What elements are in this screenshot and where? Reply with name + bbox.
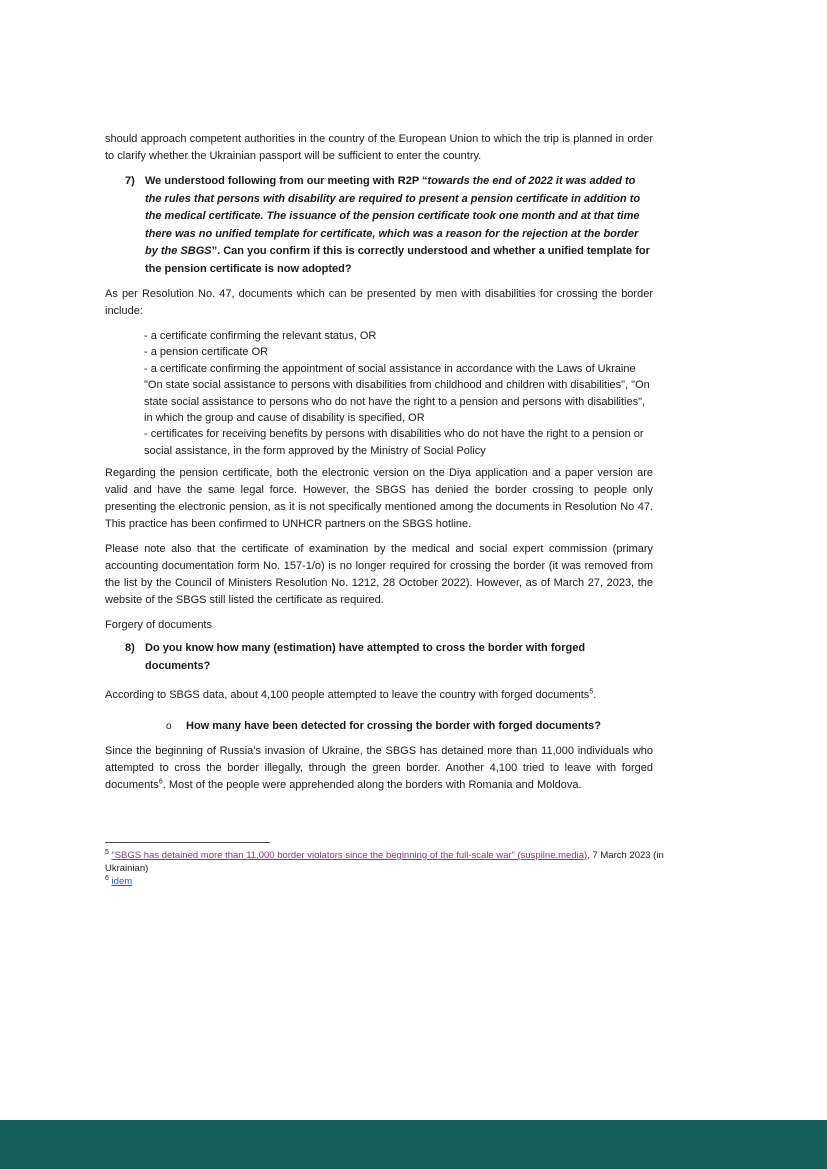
pension-paragraph: Regarding the pension certificate, both the electronic version on the Diya application and a paper version are valid and have the same legal force. However, the SBGS has denied the border crossing to people only presenting the electronic pension, as it is not specifically mentioned among the documents in Resolution No 47. This practice has been confirmed to UNHCR partners on the SBGS hotline. [105, 467, 653, 531]
question-8-answer [105, 687, 653, 704]
footnote-5-number: 5 [105, 848, 109, 856]
footnote-6 [105, 875, 665, 888]
sub-question-text: How many have been detected for crossing the border with forged documents? [186, 720, 602, 733]
footnote-5-link[interactable]: “SBGS has detained more than 11,000 border violators since the beginning of the full-scale war” (suspilne.media) [111, 850, 588, 861]
answer-text: According to SBGS data, about 4,100 people attempted to leave the country with forged documents [105, 689, 590, 702]
section-heading-forgery: Forgery of documents [105, 619, 212, 632]
footnote-6-number: 6 [105, 874, 109, 882]
question-8 [105, 640, 653, 675]
detected-text: Since the beginning of Russia’s invasion of Ukraine, the SBGS has detained more than 11,000 individuals who attempted to cross the border illegally, through the green border. Another 4,100 tried to leave with forged documents [105, 745, 653, 792]
resolution-intro: As per Resolution No. 47, documents which can be presented by men with disabilities for crossing the border include: [105, 288, 653, 317]
document-body [105, 131, 653, 802]
question-7-lead: We understood following from our meeting with R2P “ [145, 175, 428, 187]
footnote-6-link[interactable]: idem [111, 876, 133, 887]
question-7-tail: ”. Can you confirm if this is correctly understood and whether a unified template for the pension certificate is now adopted? [145, 245, 650, 275]
footnote-ref-5[interactable]: 5 [589, 688, 594, 696]
footnote-5-tail: , 7 March 2023 (in Ukrainian) [105, 850, 664, 874]
question-7 [105, 173, 653, 278]
intro-paragraph: should approach competent authorities in the country of the European Union to which the trip is planned in order to clarify whether the Ukrainian passport will be sufficient to enter the country. [105, 133, 653, 162]
answer-end: . [593, 689, 597, 702]
footnote-ref-6[interactable]: 6 [158, 778, 163, 786]
question-8-number: 8) [125, 642, 135, 655]
hollow-bullet-icon: o [166, 721, 172, 733]
detected-end: . Most of the people were apprehended along the borders with Romania and Moldova. [162, 779, 582, 792]
footnote-divider [105, 842, 270, 843]
sub-question [105, 718, 653, 735]
detected-paragraph [105, 743, 653, 794]
list-item: - a certificate confirming the appointment of social assistance in accordance with the Laws of Ukraine "On state social assistance to persons with disabilities from childhood and children with disabilities", "On state social assistance to persons who do not have the right to a pension and persons with disabilities", in which the group and cause of disability is specified, OR [144, 362, 650, 425]
list-item: - certificates for receiving benefits by persons with disabilities who do not have the right to a pension or social assistance, in the form approved by the Ministry of Social Policy [144, 428, 644, 457]
question-7-number: 7) [125, 175, 135, 187]
examination-paragraph: Please note also that the certificate of examination by the medical and social expert commission (primary accounting documentation form No. 157-1/o) is no longer required for crossing the border (it was removed from the list by the Council of Ministers Resolution No. 1212, 28 October 2022). However, as of March 27, 2023, the website of the SBGS still listed the certificate as required. [105, 543, 653, 607]
footnotes [105, 849, 665, 888]
list-item: - a pension certificate OR [144, 346, 269, 359]
list-item: - a certificate confirming the relevant status, OR [144, 330, 377, 342]
question-7-quote: towards the end of 2022 it was added to the rules that persons with disability are required to present a pension certificate in addition to the medical certificate. The issuance of the pension certificate took one month and at that time there was no unified template for certificate, which was a reason for the rejection at the border by the SBGS [145, 175, 641, 257]
footer-band [0, 1120, 827, 1169]
question-8-text: Do you know how many (estimation) have attempted to cross the border with forged documents? [145, 642, 586, 672]
document-list [105, 328, 653, 459]
footnote-5 [105, 849, 665, 875]
